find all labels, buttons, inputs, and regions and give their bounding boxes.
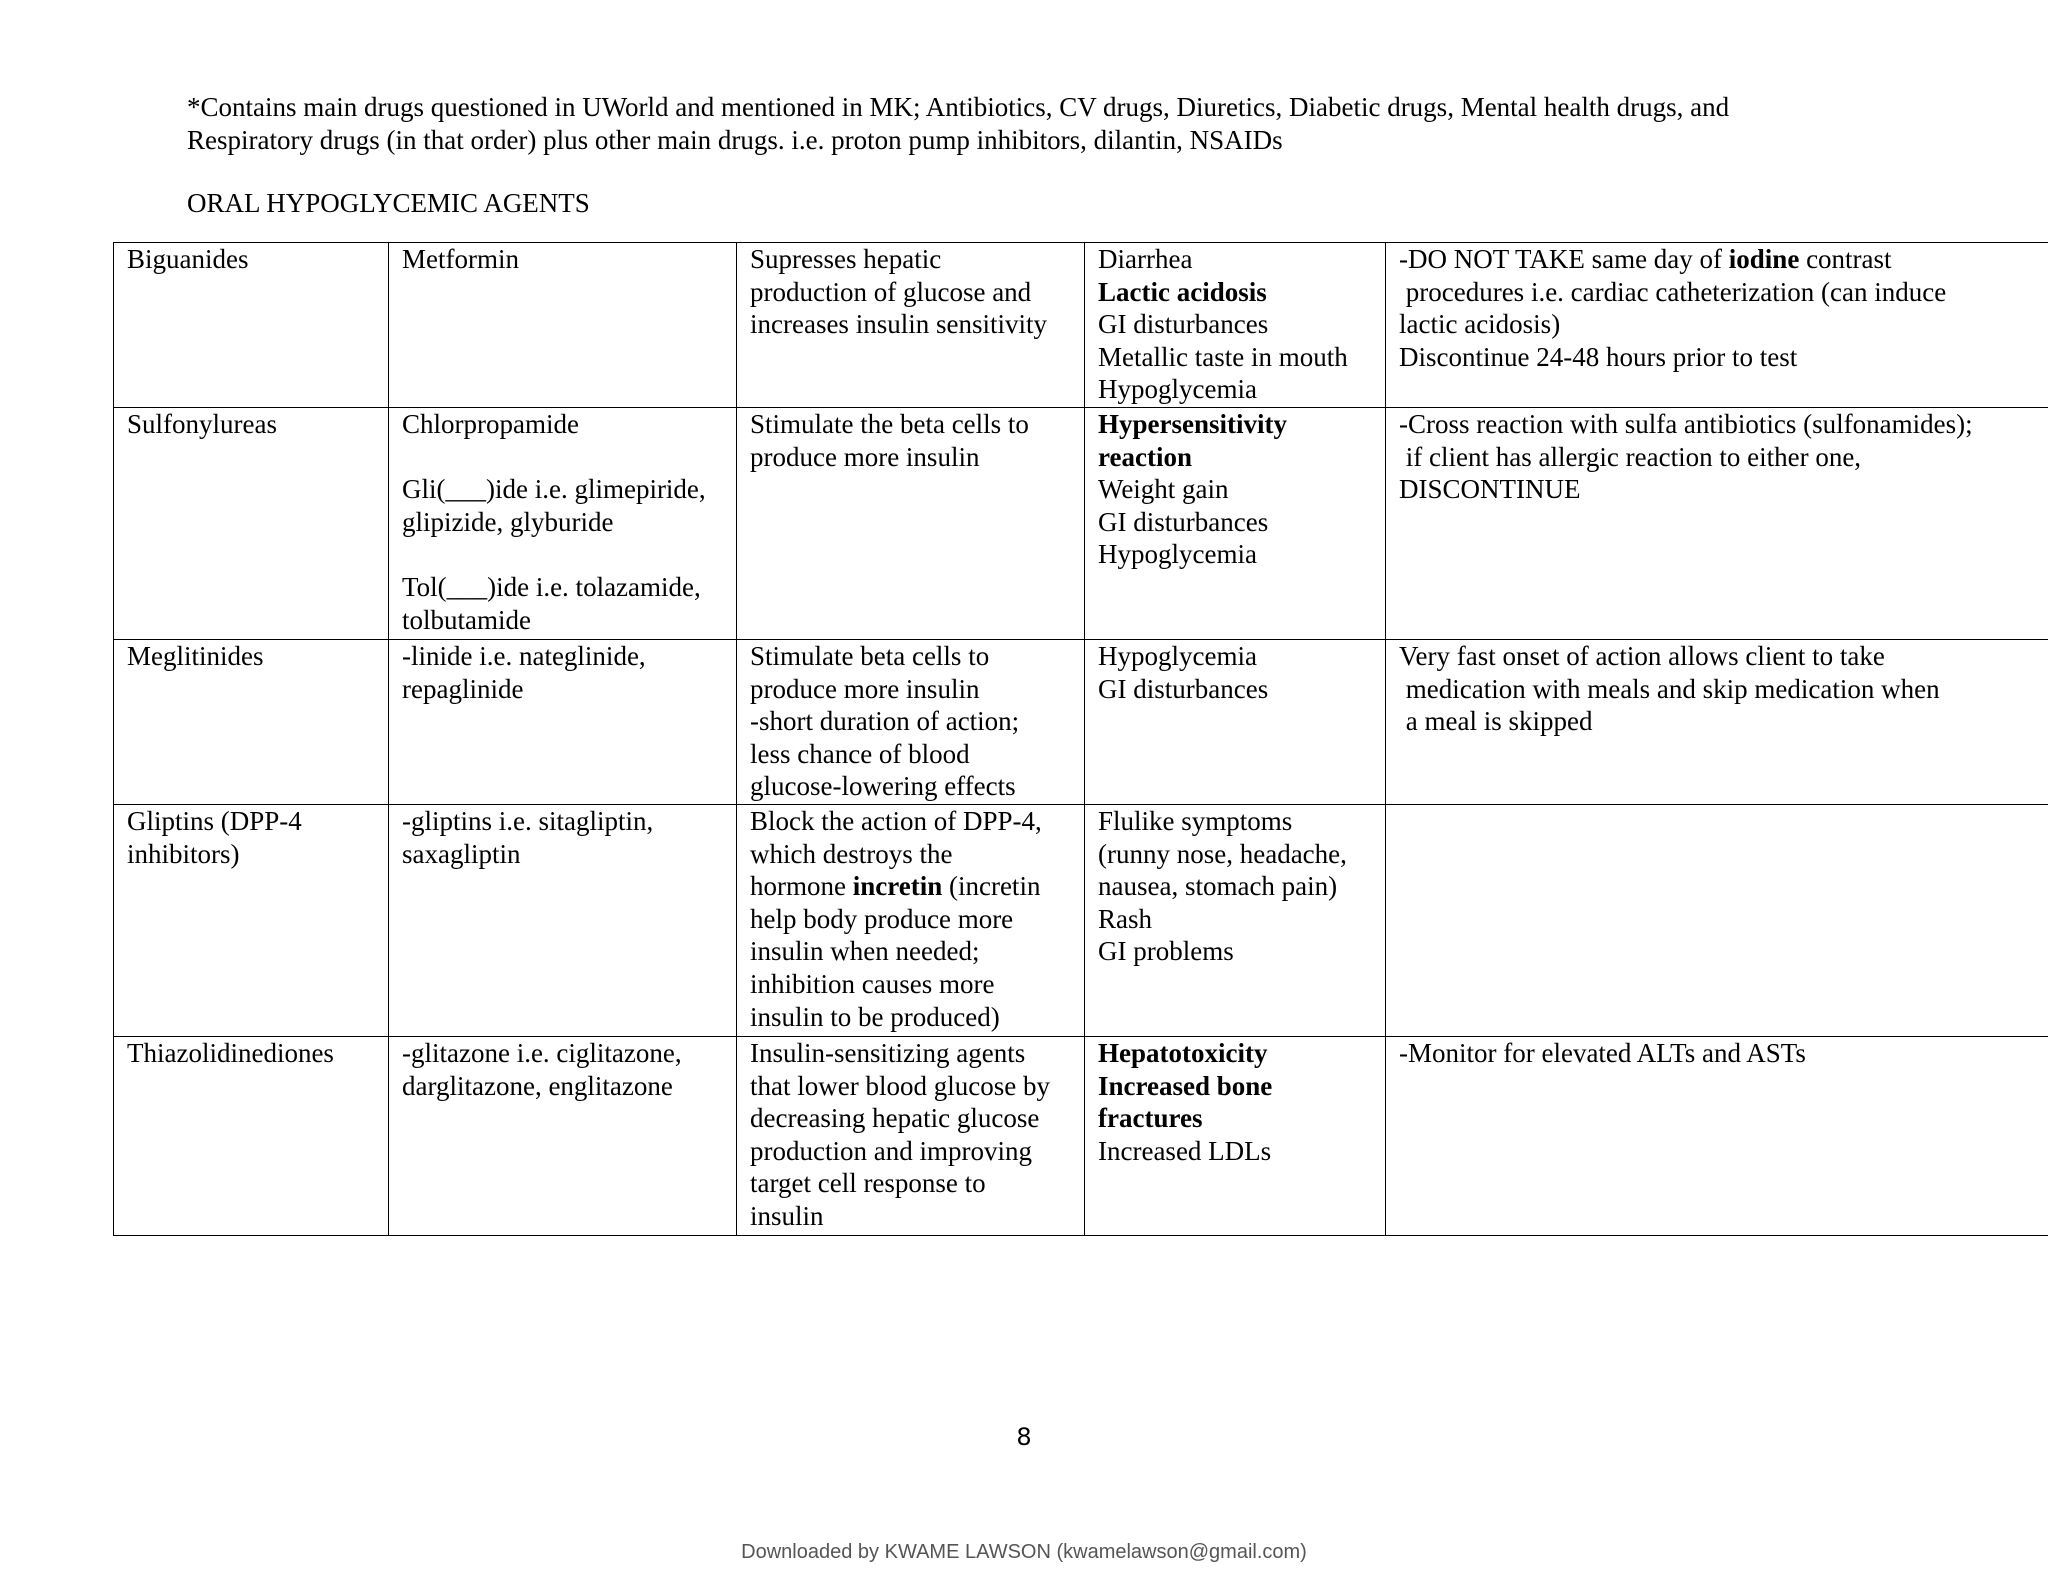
- mechanism-cell: [737, 805, 1085, 1037]
- mechanism-text: Block the action of DPP-4,: [750, 806, 1042, 836]
- drug-examples-cell: [389, 243, 737, 408]
- drug-example-text: Gli(___)ide i.e. glimepiride,: [402, 474, 706, 505]
- side-effect-text: Hypoglycemia: [1098, 641, 1257, 671]
- side-effect-text: GI disturbances: [1098, 506, 1269, 537]
- drug-class-text: Thiazolidinediones: [127, 1038, 334, 1068]
- nursing-note-text: Very fast onset of action allows client to take: [1399, 641, 1885, 671]
- side-effect-text: fractures: [1098, 1103, 1203, 1134]
- side-effect-text: GI disturbances: [1098, 309, 1269, 340]
- bold-term: incretin: [852, 871, 943, 902]
- section-title: ORAL HYPOGLYCEMIC AGENTS: [187, 188, 590, 218]
- mechanism-text: increases insulin sensitivity: [750, 309, 1047, 340]
- bold-term: iodine: [1728, 244, 1800, 274]
- mechanism-text: insulin to be produced): [750, 1001, 1000, 1032]
- drug-example-text: repaglinide: [402, 673, 524, 704]
- blank-line: [402, 538, 723, 571]
- hypoglycemic-agents-table: [113, 242, 2048, 1236]
- mechanism-cell: [737, 243, 1085, 408]
- drug-examples-cell: [389, 408, 737, 640]
- mechanism-text: Insulin-sensitizing agents: [750, 1038, 1026, 1068]
- table-row: [114, 640, 2048, 805]
- nursing-note-text: if client has allergic reaction to either one,: [1399, 441, 1862, 472]
- drug-example-text: -glitazone i.e. ciglitazone,: [402, 1038, 682, 1068]
- side-effects-cell: [1085, 243, 1386, 408]
- mechanism-cell: [737, 640, 1085, 805]
- intro-line-1: *Contains main drugs questioned in UWorld and mentioned in MK; Antibiotics, CV drugs, Diuretics, Diabetic drugs, Mental health drugs, and: [187, 92, 1730, 122]
- mechanism-text: which destroys the: [750, 838, 953, 869]
- mechanism-text: -short duration of action;: [750, 706, 1020, 737]
- nursing-notes-cell: [1386, 1037, 2048, 1236]
- mechanism-text: insulin: [750, 1200, 824, 1231]
- drug-example-text: -gliptins i.e. sitagliptin,: [402, 806, 654, 836]
- nursing-note-text: -Cross reaction with sulfa antibiotics (sulfonamides);: [1399, 409, 1973, 439]
- mechanism-cell: [737, 1037, 1085, 1236]
- drug-class-cell: [114, 640, 389, 805]
- side-effect-text: (runny nose, headache,: [1098, 838, 1347, 869]
- drug-class-text: Biguanides: [127, 244, 249, 274]
- mechanism-text: Stimulate the beta cells to: [750, 409, 1029, 439]
- mechanism-text: Stimulate beta cells to: [750, 641, 990, 671]
- nursing-notes-cell: [1386, 408, 2048, 640]
- drug-class-text: Gliptins (DPP-4: [127, 806, 302, 836]
- side-effect-text: Increased LDLs: [1098, 1135, 1272, 1166]
- side-effect-text: Weight gain: [1098, 474, 1229, 505]
- drug-class-cell: [114, 805, 389, 1037]
- drug-example-text: Chlorpropamide: [402, 409, 579, 439]
- side-effect-text: Hypersensitivity: [1098, 409, 1287, 439]
- drug-example-text: saxagliptin: [402, 838, 521, 869]
- drug-class-cell: [114, 243, 389, 408]
- mechanism-text: glucose-lowering effects: [750, 771, 1016, 802]
- table-row: [114, 1037, 2048, 1236]
- drug-example-text: tolbutamide: [402, 604, 531, 635]
- side-effect-text: Rash: [1098, 903, 1152, 934]
- intro-line-2: Respiratory drugs (in that order) plus other main drugs. i.e. proton pump inhibitors, dilantin, NSAIDs: [187, 125, 1283, 155]
- nursing-notes-cell: [1386, 805, 2048, 1037]
- download-footer: Downloaded by KWAME LAWSON (kwamelawson@gmail.com): [741, 1541, 1307, 1563]
- nursing-notes-cell: [1386, 640, 2048, 805]
- side-effect-text: Increased bone: [1098, 1070, 1273, 1101]
- mechanism-text: production and improving: [750, 1135, 1032, 1166]
- side-effects-cell: [1085, 640, 1386, 805]
- side-effect-text: Hepatotoxicity: [1098, 1038, 1268, 1068]
- mechanism-text: produce more insulin: [750, 441, 980, 472]
- drug-class-cell: [114, 408, 389, 640]
- drug-class-text: Sulfonylureas: [127, 409, 277, 439]
- side-effect-text: GI disturbances: [1098, 673, 1269, 704]
- mechanism-text: help body produce more: [750, 903, 1014, 934]
- side-effect-text: nausea, stomach pain): [1098, 871, 1338, 902]
- nursing-notes-cell: [1386, 243, 2048, 408]
- side-effect-text: Flulike symptoms: [1098, 806, 1293, 836]
- nursing-note-text: -Monitor for elevated ALTs and ASTs: [1399, 1038, 1806, 1068]
- nursing-note-text: -DO NOT TAKE same day of iodine contrast: [1399, 244, 1892, 274]
- page-number: 8: [1016, 1423, 1032, 1451]
- mechanism-text: Supresses hepatic: [750, 244, 942, 274]
- side-effects-cell: [1085, 1037, 1386, 1236]
- nursing-note-text: medication with meals and skip medication when: [1399, 673, 1940, 704]
- drug-examples-cell: [389, 1037, 737, 1236]
- mechanism-cell: [737, 408, 1085, 640]
- nursing-note-text: DISCONTINUE: [1399, 474, 1581, 505]
- side-effect-text: Diarrhea: [1098, 244, 1193, 274]
- intro-note: [187, 91, 1987, 157]
- mechanism-text: decreasing hepatic glucose: [750, 1103, 1040, 1134]
- side-effect-text: Metallic taste in mouth: [1098, 341, 1348, 372]
- mechanism-text: produce more insulin: [750, 673, 980, 704]
- table-row: [114, 805, 2048, 1037]
- side-effect-text: Hypoglycemia: [1098, 539, 1257, 570]
- mechanism-text: inhibition causes more: [750, 968, 995, 999]
- nursing-note-text: Discontinue 24-48 hours prior to test: [1399, 341, 1798, 372]
- nursing-note-text: procedures i.e. cardiac catheterization (can induce: [1399, 276, 1947, 307]
- mechanism-text: hormone incretin (incretin: [750, 871, 1041, 902]
- drug-example-text: -linide i.e. nateglinide,: [402, 641, 646, 671]
- drug-class-cell: [114, 1037, 389, 1236]
- table-body: [114, 243, 2048, 1236]
- nursing-note-text: a meal is skipped: [1399, 706, 1593, 737]
- mechanism-text: less chance of blood: [750, 738, 970, 769]
- side-effects-cell: [1085, 408, 1386, 640]
- drug-example-text: Tol(___)ide i.e. tolazamide,: [402, 571, 701, 602]
- side-effect-text: Hypoglycemia: [1098, 374, 1257, 405]
- side-effect-text: Lactic acidosis: [1098, 276, 1267, 307]
- side-effect-text: reaction: [1098, 441, 1192, 472]
- mechanism-text: target cell response to: [750, 1168, 986, 1199]
- nursing-note-text: lactic acidosis): [1399, 309, 1561, 340]
- table-row: [114, 408, 2048, 640]
- drug-examples-cell: [389, 805, 737, 1037]
- drug-example-text: glipizide, glyburide: [402, 506, 614, 537]
- drug-class-text: Meglitinides: [127, 641, 264, 671]
- drug-class-text: inhibitors): [127, 838, 240, 869]
- side-effect-text: GI problems: [1098, 936, 1234, 967]
- drug-example-text: Metformin: [402, 244, 519, 274]
- blank-line: [402, 441, 723, 474]
- mechanism-text: that lower blood glucose by: [750, 1070, 1050, 1101]
- mechanism-text: production of glucose and: [750, 276, 1032, 307]
- table-row: [114, 243, 2048, 408]
- side-effects-cell: [1085, 805, 1386, 1037]
- drug-examples-cell: [389, 640, 737, 805]
- mechanism-text: insulin when needed;: [750, 936, 980, 967]
- drug-example-text: darglitazone, englitazone: [402, 1070, 673, 1101]
